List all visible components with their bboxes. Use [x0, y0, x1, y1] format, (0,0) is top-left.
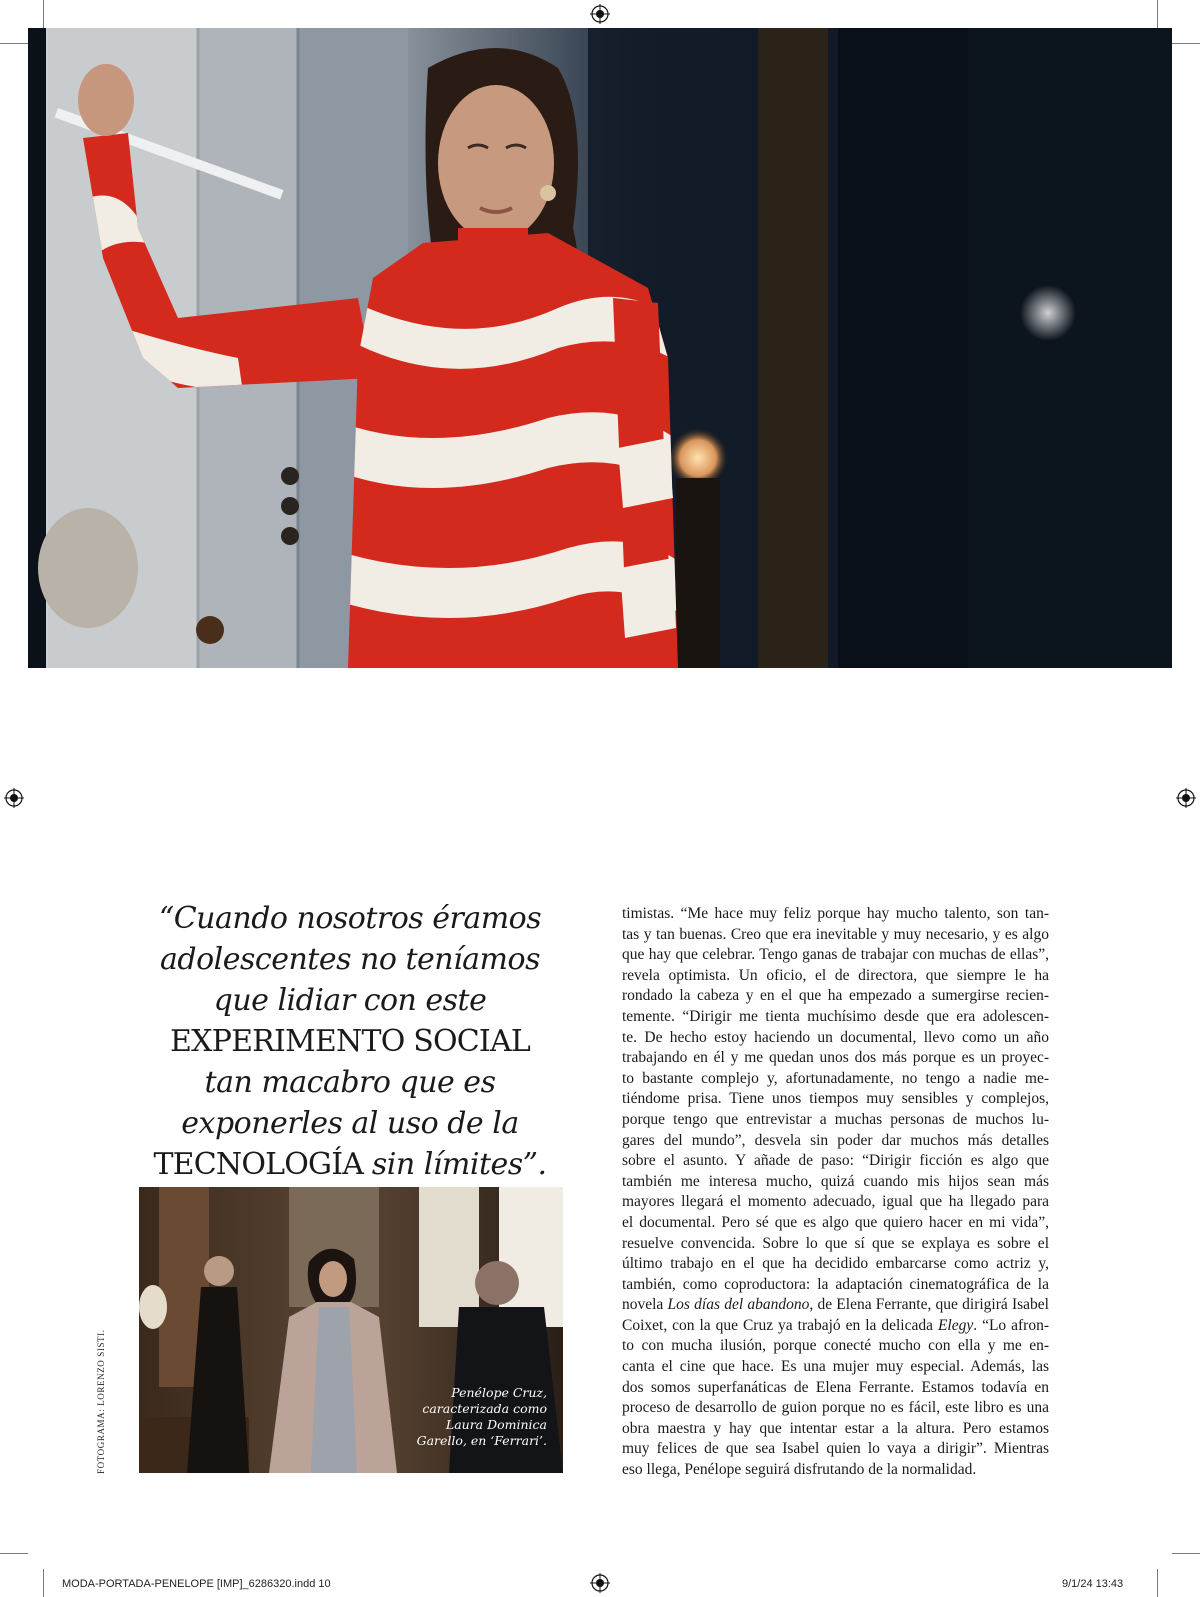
body-text-run: resuelve convencida. Sobre lo que sí que se explaya es sobre el — [622, 1234, 1049, 1252]
body-text-run: , de Elena Ferrante, que dirigirá Isabel — [809, 1296, 1049, 1314]
body-text-run: to bastante complejo y, afortunadamente, no tengo a nadie me- — [622, 1069, 1049, 1087]
body-text-run: porque tengo que entrevistar a muchas personas de muchos lu- — [622, 1110, 1049, 1128]
body-line — [622, 1048, 1049, 1069]
quote-line — [140, 1146, 560, 1187]
body-text-run: te. De hecho estoy haciendo un documental, llevo como un año — [622, 1028, 1049, 1046]
registration-mark-icon — [590, 1573, 610, 1593]
body-text-run: temente. “Dirigir me tienta muchísimo desde que era adolescen- — [622, 1007, 1049, 1025]
body-text-run: que hay que celebrar. Tengo ganas de trabajar con muchas de ellas”, — [622, 946, 1049, 964]
italic-title: Elegy — [937, 1316, 974, 1334]
body-line — [622, 1439, 1049, 1460]
body-line — [622, 1089, 1049, 1110]
body-text-run: proceso de desarrollo de guion porque no es fácil, este libro es una — [622, 1399, 1049, 1417]
body-text-run: gares del mundo”, desvela sin poder dar muchos más detalles — [622, 1131, 1049, 1149]
photo-caption — [377, 1385, 547, 1449]
body-text-run: . “Lo afron- — [973, 1316, 1049, 1334]
caption-line: Garello, en ‘Ferrari’. — [416, 1433, 547, 1448]
inset-photo — [139, 1187, 563, 1473]
quote-text: EXPERIMENTO SOCIAL — [170, 1024, 530, 1059]
body-line — [622, 1419, 1049, 1440]
body-line — [622, 1213, 1049, 1234]
body-text-run: también, como coproductora: la adaptación cinematográfica de la — [622, 1275, 1049, 1293]
quote-text: sin límites”. — [371, 1147, 547, 1182]
quote-line — [140, 941, 560, 982]
crop-mark — [0, 1553, 28, 1554]
caption-line: caracterizada como — [422, 1401, 547, 1416]
caption-line: Penélope Cruz, — [451, 1385, 547, 1400]
quote-text: tan macabro que es — [204, 1065, 496, 1100]
hero-photo — [28, 28, 1172, 668]
quote-line — [140, 1023, 560, 1064]
body-line — [622, 1234, 1049, 1255]
body-text-run: trabajando en él y me quedan unos dos más porque es un proyec- — [622, 1049, 1049, 1067]
body-text-run: el documental. Pero sé que es algo que quiero hacer en mi vida”, — [622, 1213, 1049, 1231]
italic-title: Los días del abandono — [667, 1296, 810, 1314]
body-line — [622, 986, 1049, 1007]
file-slug: MODA-PORTADA-PENELOPE [IMP]_6286320.indd 10 — [62, 1578, 331, 1590]
quote-text: exponerles al uso de la — [181, 1106, 519, 1141]
body-text-run: muy felices de que sea Isabel quien lo vaya a dirigir”. Mientras — [622, 1440, 1049, 1458]
body-text-run: tiéndome prisa. Tiene unos tiempos muy sensibles y complejos, — [622, 1090, 1049, 1108]
body-text-run: Coixet, con la que Cruz ya trabajó en la delicada — [622, 1316, 938, 1334]
body-text-run: también me interesa mucho, quizá cuando mis hijos sean más — [622, 1172, 1049, 1190]
date-slug: 9/1/24 13:43 — [1062, 1578, 1124, 1590]
body-line — [622, 1007, 1049, 1028]
quote-line — [140, 1064, 560, 1105]
body-line — [622, 925, 1049, 946]
body-line — [622, 1295, 1049, 1316]
quote-text: que lidiar con este — [213, 983, 487, 1018]
body-line — [622, 1192, 1049, 1213]
body-line — [622, 1398, 1049, 1419]
body-text-run: dos somos superfanáticas de Elena Ferrante. Estamos todavía en — [622, 1378, 1049, 1396]
crop-mark — [43, 1569, 44, 1597]
body-line — [622, 1336, 1049, 1357]
body-text-run: mayores llegará el momento adecuado, igual que ha llegado para — [622, 1193, 1049, 1211]
article-body — [622, 904, 1049, 1481]
quote-line — [140, 1105, 560, 1146]
body-line — [622, 1151, 1049, 1172]
body-line — [622, 1254, 1049, 1275]
crop-mark — [1157, 0, 1158, 28]
registration-mark-icon — [1176, 788, 1196, 808]
crop-mark — [1172, 1553, 1200, 1554]
crop-mark — [0, 43, 28, 44]
photo-credit: FOTOGRAMA: LORENZO SISTI. — [96, 1329, 106, 1474]
crop-mark — [1172, 43, 1200, 44]
quote-text: “Cuando nosotros éramos — [158, 901, 542, 936]
registration-mark-icon — [590, 4, 610, 24]
body-line — [622, 945, 1049, 966]
body-line — [622, 1131, 1049, 1152]
body-text-run: to con mucha ilusión, porque conecté mucho con ella y me en- — [622, 1337, 1049, 1355]
body-text-run: obra maestra y hay que intentar estar a la altura. Pero estamos — [622, 1419, 1049, 1437]
registration-mark-icon — [4, 788, 24, 808]
quote-line — [140, 982, 560, 1023]
body-text-run: rondado la cabeza y en el que ha empezado a sumergirse recien- — [622, 987, 1049, 1005]
body-line — [622, 1069, 1049, 1090]
body-text-run: eso llega, Penélope seguirá disfrutando de la normalidad. — [622, 1461, 977, 1479]
body-line — [622, 1460, 1049, 1481]
body-text-run: timistas. “Me hace muy feliz porque hay mucho talento, son tan- — [622, 905, 1049, 922]
quote-line — [140, 900, 560, 941]
body-text-run: sobre el asunto. Y añade de paso: “Dirigir ficción es algo que — [622, 1152, 1049, 1170]
crop-mark — [1157, 1569, 1158, 1597]
body-line — [622, 1028, 1049, 1049]
body-line — [622, 1110, 1049, 1131]
crop-mark — [43, 0, 44, 28]
pull-quote — [140, 900, 560, 1187]
body-line — [622, 1275, 1049, 1296]
body-text-run: novela — [622, 1296, 668, 1314]
body-text-run: tas y tan buenas. Creo que era inevitable y muy necesario, y es algo — [622, 925, 1049, 943]
body-line — [622, 904, 1049, 925]
quote-text: TECNOLOGÍA — [153, 1147, 372, 1182]
body-line — [622, 1357, 1049, 1378]
body-line — [622, 1378, 1049, 1399]
body-text-run: último trabajo en el que ha decidido embarcarse como actriz y, — [622, 1255, 1049, 1273]
body-text-run: revela optimista. Un oficio, el de directora, que siempre le ha — [622, 966, 1049, 984]
body-line — [622, 966, 1049, 987]
body-line — [622, 1316, 1049, 1337]
body-text-run: canta el cine que hace. Es una mujer muy especial. Además, las — [622, 1358, 1049, 1376]
caption-line: Laura Dominica — [445, 1417, 547, 1432]
quote-text: adolescentes no teníamos — [160, 942, 540, 977]
body-line — [622, 1172, 1049, 1193]
